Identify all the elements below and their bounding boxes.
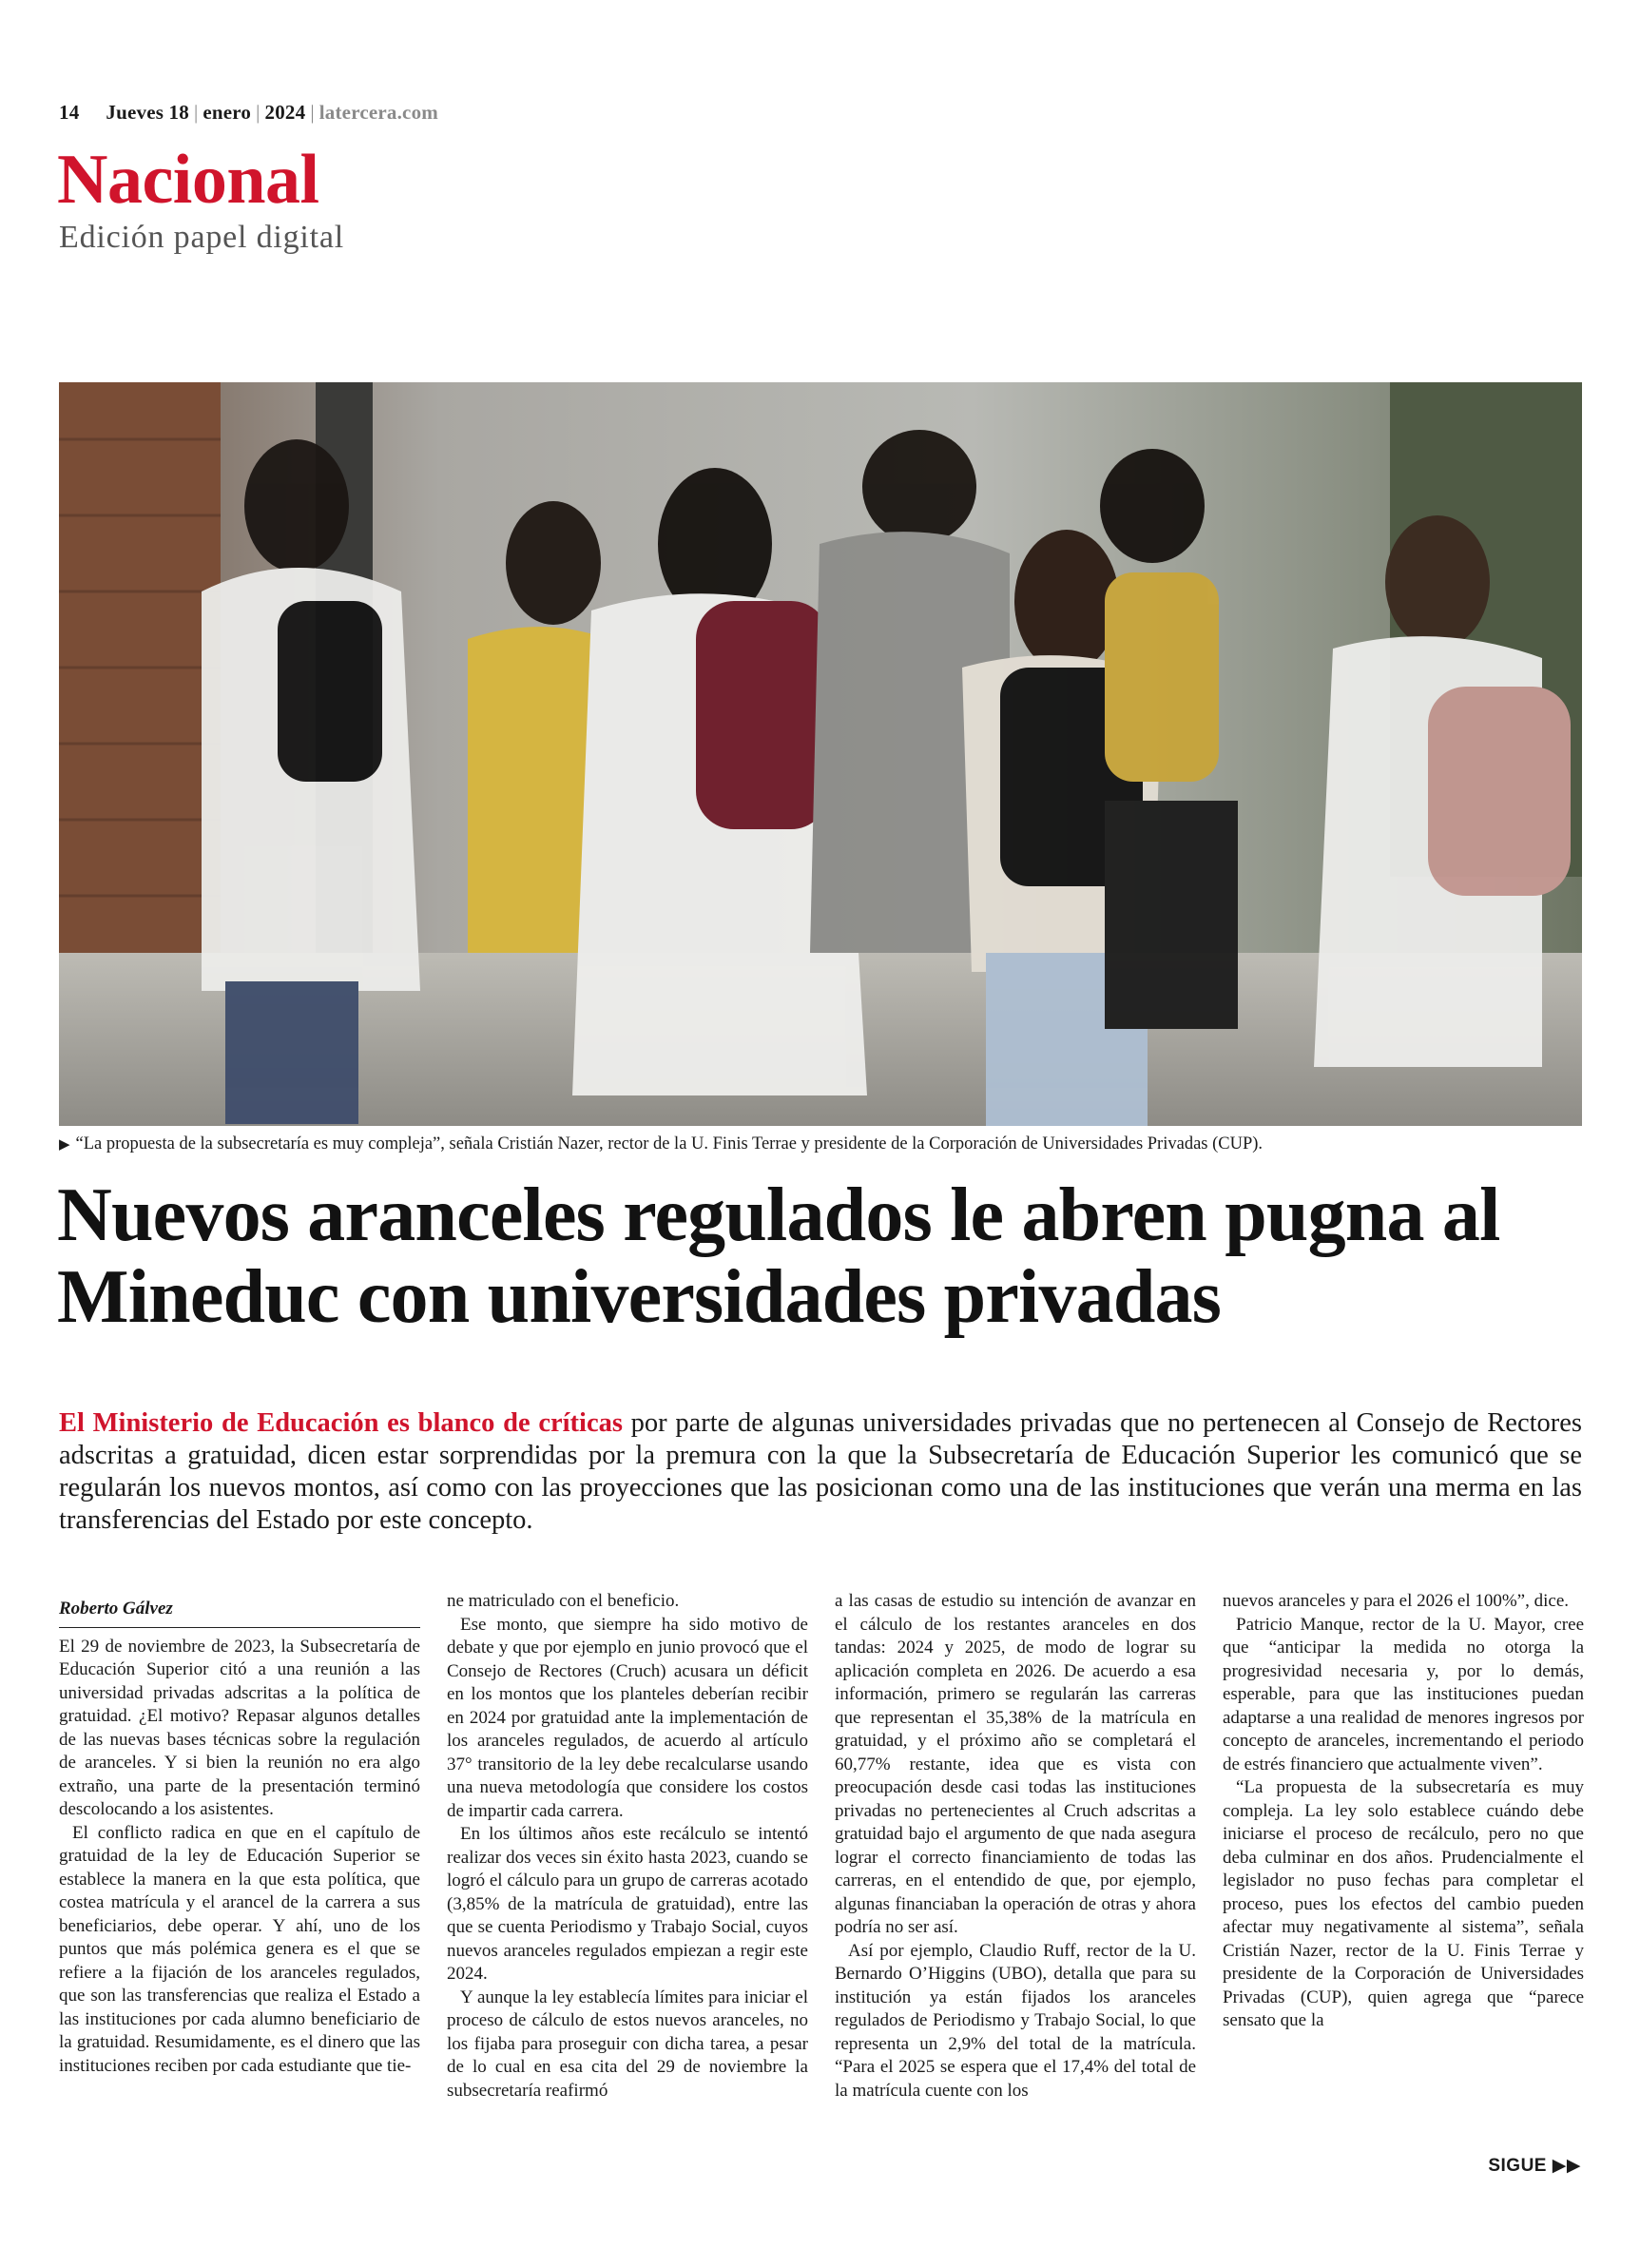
body-column-3 bbox=[835, 1590, 1196, 2103]
page-number: 14 bbox=[59, 101, 80, 124]
byline: Roberto Gálvez bbox=[59, 1598, 420, 1628]
photo-students-walking bbox=[59, 382, 1582, 1126]
section-title: Nacional bbox=[57, 141, 319, 219]
body-paragraph: ne matriculado con el beneficio. bbox=[447, 1591, 680, 1611]
body-paragraph: Así por ejemplo, Claudio Ruff, rector de la U. Bernardo O’Higgins (UBO), detalla que para su institución ya están fijados los aranceles regulados de Periodismo y Trabajo Social, lo que representa un 2,9% del total de la matrícula. “Para el 2025 se espera que el 17,4% del total de la matrícula cuente con los bbox=[835, 1940, 1196, 2101]
body-paragraph: Patricio Manque, rector de la U. Mayor, cree que “anticipar la medida no otorga la progresividad necesaria y, por lo demás, esperable, para que las instituciones puedan adaptarse a una realidad de menores ingresos por concepto de aranceles, incrementando el periodo de estrés financiero que actualmente viven”. bbox=[1223, 1614, 1584, 1774]
caption-text: “La propuesta de la subsecretaría es muy compleja”, señala Cristián Nazer, rector de la U. Finis Terrae y presidente de la Corporación de Universidades Privadas (CUP). bbox=[75, 1134, 1264, 1153]
body-column-1 bbox=[59, 1590, 420, 2078]
body-paragraph: El conflicto radica en que en el capítulo de gratuidad de la ley de Educación Superior se establece la manera en la que esta política, que costea matrícula y el arancel de la carrera a sus beneficiarios, debe operar. Y ahí, uno de los puntos que más polémica genera es el que se refiere a la fijación de los aranceles regulados, que son las transferencias que realiza el Estado a las instituciones por cada alumno beneficiario de la gratuidad. Resumidamente, es el dinero que las instituciones reciben por cada estudiante que tie- bbox=[59, 1822, 420, 2076]
body-paragraph: Ese monto, que siempre ha sido motivo de debate y que por ejemplo en junio provocó que el Consejo de Rectores (Cruch) acusara un déficit en los montos que los planteles deberían recibir en 2024 por gratuidad ante la implementación de los aranceles regulados, de acuerdo al artículo 37° transitorio de la ley debe recalcularse usando una nueva metodología que considere los costos de impartir cada carrera. bbox=[447, 1614, 808, 1821]
body-paragraph: Y aunque la ley establecía límites para iniciar el proceso de cálculo de estos nuevos aranceles, no los fijaba para proseguir con dicha tarea, a pesar de lo cual en esa cita del 29 de noviembre la subsecretaría reafirmó bbox=[447, 1987, 808, 2101]
body-column-2 bbox=[447, 1590, 808, 2103]
folio-year: 2024 bbox=[264, 101, 306, 124]
body-paragraph: “La propuesta de la subsecretaría es muy compleja. La ley solo establece cuándo debe iniciarse el proceso de recálculo, pero no que deba culminar en dos años. Prudencialmente el legislador no puso fechas para completar el proceso, pues los efectos del cambio pueden afectar muy negativamente al sistema”, señala Cristián Nazer, rector de la U. Finis Terrae y presidente de la Corporación de Universidades Privadas (CUP), quien agrega que “parece sensato que la bbox=[1223, 1777, 1584, 2030]
folio-weekday: Jueves 18 bbox=[106, 101, 189, 124]
lead-highlight: El Ministerio de Educación es blanco de críticas bbox=[59, 1408, 623, 1438]
body-paragraph: El 29 de noviembre de 2023, la Subsecretaría de Educación Superior citó a una reunión a las universidad privadas adscritas a la política de gratuidad. ¿El motivo? Repasar algunos detalles de las nuevas bases técnicas sobre la regulación de aranceles. Y si bien la reunión no era algo extraño, una parte de la presentación terminó descolocando a los asistentes. bbox=[59, 1636, 420, 1819]
lead-text: por parte de algunas universidades privadas que no pertenecen al Consejo de Rectores adscritas a gratuidad, dicen estar sorprendidas por la premura con la que la Subsecretaría de Educación Superior les comunicó que se regularán los nuevos montos, así como con las proyecciones que las posicionan como una de las instituciones que verán una merma en las transferencias del Estado por este concepto. bbox=[59, 1408, 1583, 1535]
body-paragraph: a las casas de estudio su intención de avanzar en el cálculo de los restantes aranceles en dos tandas: 2024 y 2025, de modo de lograr su aplicación completa en 2026. De acuerdo a esa información, primero se regularán las carreras que representan el 35,38% de la matrícula en gratuidad, y el próximo año se completará el 60,77% restante, idea que es vista con preocupación desde casi todas las instituciones privadas no pertenecientes al Cruch adscritas a gratuidad bajo el argumento de que nada asegura lograr el correcto financiamiento de todas las carreras, en el entendido de que, por ejemplo, algunas financiaban la operación de otras y ahora podría no ser así. bbox=[835, 1591, 1196, 1937]
caption-marker-icon: ▶ bbox=[59, 1137, 70, 1153]
photo-caption bbox=[59, 1134, 1263, 1154]
page-folio: 14 Jueves 18 | enero | 2024 | latercera.com bbox=[59, 101, 438, 124]
body-paragraph: nuevos aranceles y para el 2026 el 100%”, dice. bbox=[1223, 1591, 1570, 1611]
body-column-4 bbox=[1223, 1590, 1584, 2033]
body-paragraph: En los últimos años este recálculo se intentó realizar dos veces sin éxito hasta 2023, cuando se logró el cálculo para un grupo de carreras acotado (3,85% de la matrícula de gratuidad), entre las que se cuenta Periodismo y Trabajo Social, cuyos nuevos aranceles regulados empiezan a regir este 2024. bbox=[447, 1824, 808, 1984]
article-headline: Nuevos aranceles regulados le abren pugna al Mineduc con universidades privadas bbox=[57, 1173, 1500, 1339]
folio-site-link[interactable]: latercera.com bbox=[318, 101, 438, 124]
folio-month: enero bbox=[203, 101, 252, 124]
edition-label: Edición papel digital bbox=[59, 220, 345, 255]
continue-link[interactable]: SIGUE ▶▶ bbox=[1488, 2156, 1581, 2176]
article-lead bbox=[59, 1407, 1582, 1537]
